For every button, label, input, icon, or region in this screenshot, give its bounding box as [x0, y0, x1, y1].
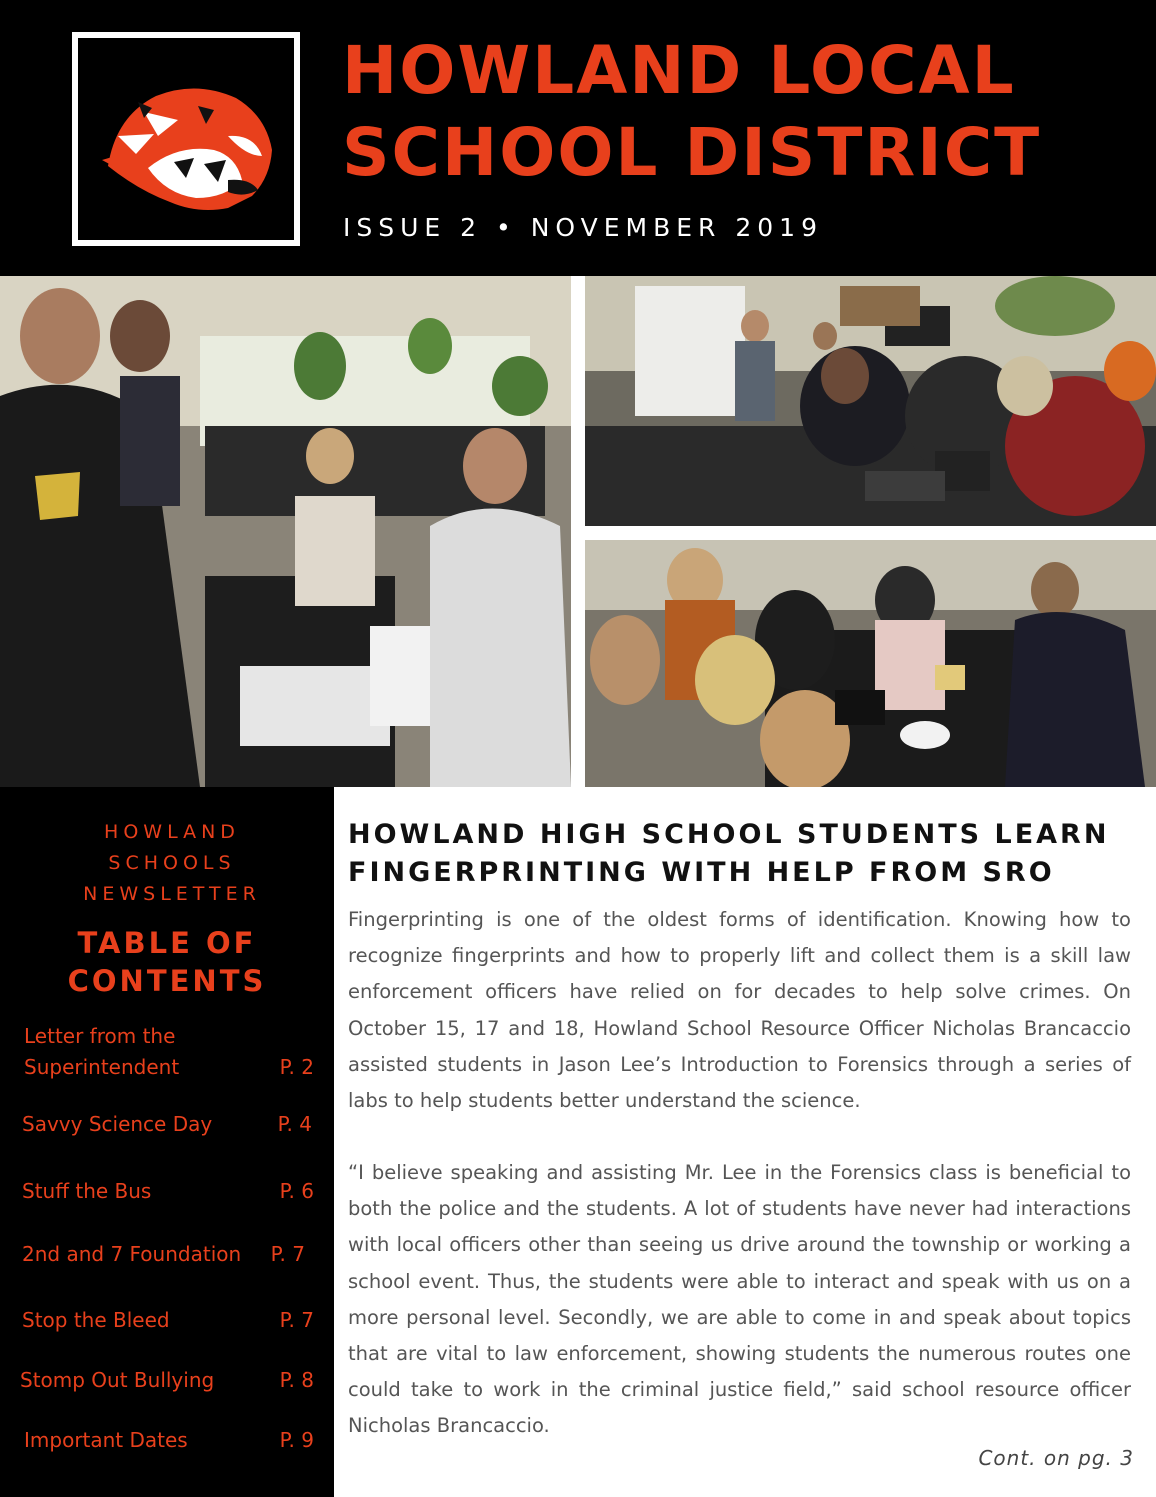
toc-item-label: 2nd and 7 Foundation — [22, 1242, 242, 1266]
toc-item-label: Important Dates — [24, 1428, 188, 1452]
title-line-1: HOWLAND LOCAL — [342, 32, 1016, 109]
toc-heading — [0, 924, 334, 1000]
newsletter-title — [0, 817, 344, 910]
sidebar — [0, 787, 334, 1497]
toc-item-page: P. 2 — [279, 1055, 314, 1079]
newsletter-title-line-3: NEWSLETTER — [83, 883, 261, 905]
continued-note[interactable]: Cont. on pg. 3 — [978, 1446, 1134, 1470]
toc-item-label-line-1: Letter from the — [24, 1024, 176, 1048]
toc-item-label: Savvy Science Day — [22, 1112, 213, 1136]
toc-heading-line-2: CONTENTS — [67, 964, 267, 998]
toc-item-stomp-out-bullying[interactable] — [22, 1365, 312, 1396]
toc-item-stop-the-bleed[interactable] — [22, 1305, 312, 1336]
article-quote-paragraph: “I believe speaking and assisting Mr. Lee in the Forensics class is beneficial to both the police and the students. A lot of students have never had interactions with local officers other than seeing us drive around the township or working a school event. Thus, the students were able to interact and speak with us on a more personal level. Secondly, we are able to come in and speak about topics that are vital to law enforcement, showing students the numerous routes one could take to work in the criminal justice field,” said school resource officer Nicholas Brancaccio. — [348, 1161, 1131, 1438]
fingerprinting-lab-photo — [585, 540, 1156, 787]
toc-item-letter[interactable] — [22, 1021, 312, 1083]
toc-item-page: P. 6 — [279, 1179, 314, 1203]
toc-item-label: Stomp Out Bullying — [20, 1368, 215, 1392]
officer-with-students-photo — [0, 276, 571, 787]
toc-item-2nd-and-7[interactable] — [22, 1239, 312, 1270]
headline-line-1: HOWLAND HIGH SCHOOL STUDENTS LEARN — [348, 819, 1110, 850]
toc-item-important-dates[interactable] — [22, 1425, 312, 1456]
toc-item-label-line-2: Superintendent — [24, 1055, 180, 1079]
masthead — [0, 0, 1156, 276]
newsletter-title-line-1: HOWLAND — [104, 821, 240, 843]
toc-item-label — [24, 1021, 179, 1083]
newsletter-title-line-2: SCHOOLS — [108, 852, 236, 874]
toc-item-page: P. 7 — [279, 1308, 314, 1332]
toc-item-savvy-science[interactable] — [22, 1109, 312, 1140]
logo — [72, 32, 300, 246]
headline-line-2: FINGERPRINTING WITH HELP FROM SRO — [348, 857, 1055, 888]
toc-heading-line-1: TABLE OF — [77, 926, 257, 960]
toc-item-page: P. 8 — [279, 1368, 314, 1392]
issue-date: ISSUE 2 • NOVEMBER 2019 — [343, 213, 823, 242]
toc-item-stuff-the-bus[interactable] — [22, 1176, 312, 1207]
classroom-presentation-photo — [585, 276, 1156, 526]
toc-item-label: Stuff the Bus — [22, 1179, 152, 1203]
article-paragraph: Fingerprinting is one of the oldest forms of identification. Knowing how to recognize fingerprints and how to properly lift and collect them is a skill law enforcement officers have relied on for decades to help solve crimes. On October 15, 17 and 18, Howland School Resource Officer Nicholas Brancaccio assisted students in Jason Lee’s Introduction to Forensics through a series of labs to help students better understand the science. — [348, 908, 1131, 1113]
page-title — [342, 30, 1041, 194]
toc-item-page: P. 4 — [277, 1112, 312, 1136]
tiger-head-icon — [78, 38, 294, 240]
toc-item-label: Stop the Bleed — [22, 1308, 170, 1332]
toc-item-page: P. 9 — [279, 1428, 314, 1452]
toc-item-page: P. 7 — [270, 1242, 305, 1266]
article-headline — [348, 816, 1109, 892]
title-line-2: SCHOOL DISTRICT — [342, 114, 1042, 191]
